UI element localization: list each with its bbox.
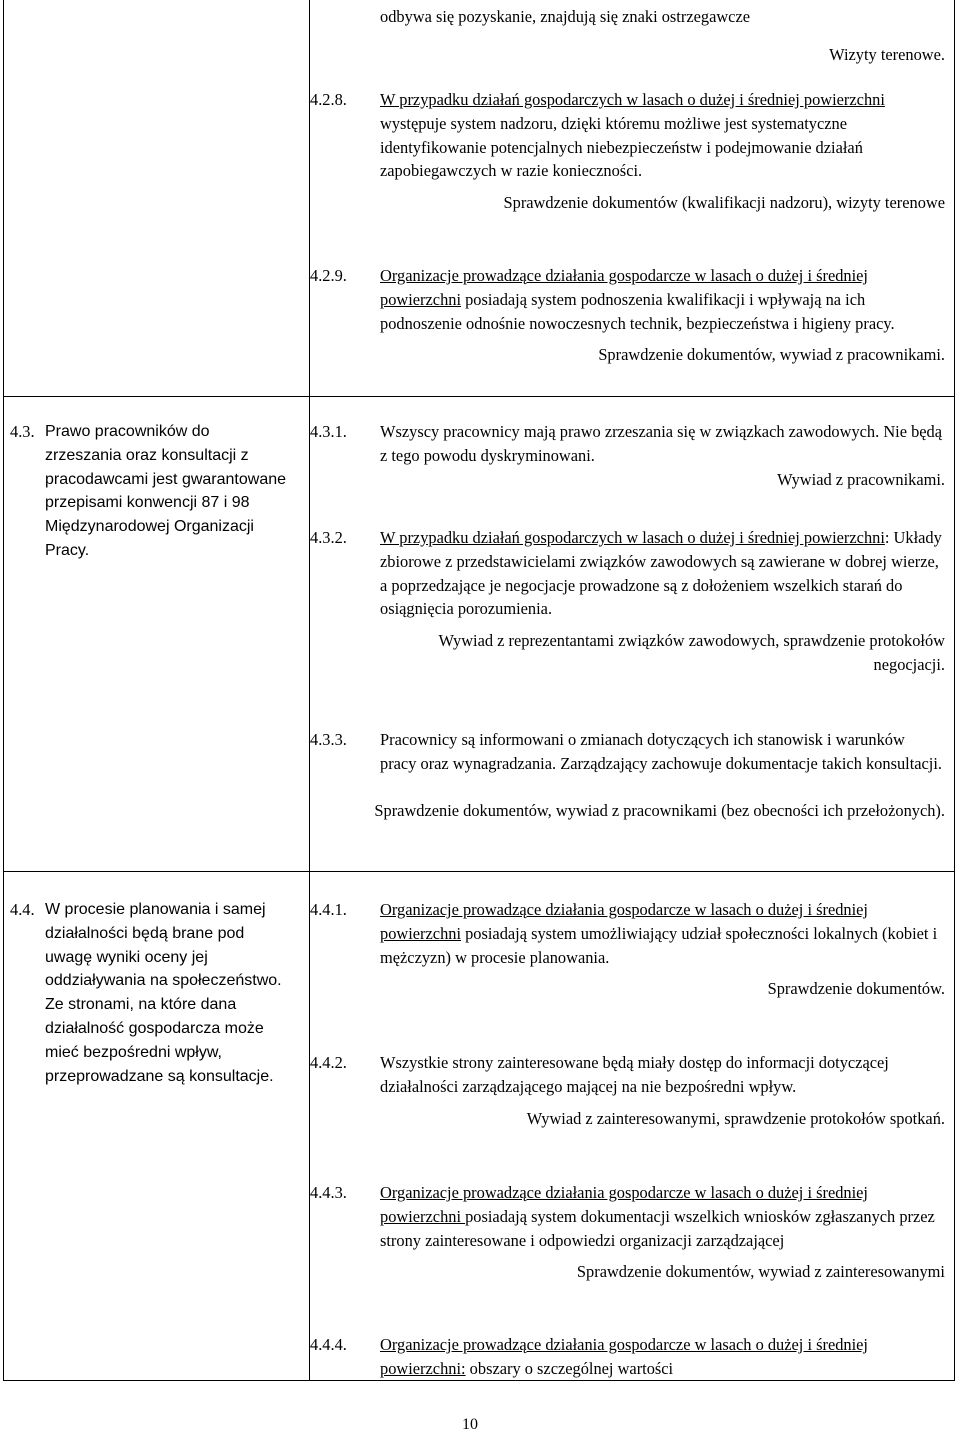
item-number: 4.4.1. (310, 900, 347, 919)
verification: Sprawdzenie dokumentów, wywiad z zainteresowanymi (576, 1262, 945, 1282)
verification: Sprawdzenie dokumentów (kwalifikacji nadzoru), wizyty terenowe (503, 193, 945, 213)
item-number: 4.4.4. (310, 1335, 347, 1354)
criterion-4-4-1: 4.4.1. Organizacje prowadzące działania gospodarcze w lasach o dużej i średniej powierzchni posiadają system umożliwiający udział społeczności lokalnych (kobiet i mężczyzn) w procesie planowania. Sprawdzenie dokumentów. (310, 898, 945, 1001)
criterion-4-3-2: 4.3.2. W przypadku działań gospodarczych w lasach o dużej i średniej powierzchni: Układy zbiorowe z przedstawicielami związków zawodowych są zawierane w dobrej wierze, a poprzedzające je negocjacje prowadzone są z dołożeniem wszelkich starań do osiągnięcia porozumienia. Wywiad z reprezentantami związków zawodowych, sprawdzenie protokołów negocjacji. (310, 526, 945, 677)
row-divider (4, 396, 954, 397)
item-number: 4.3.2. (310, 528, 347, 547)
principle-4-3: 4.3. Prawo pracowników do zrzeszania oraz konsultacji z pracodawcami jest gwarantowane przepisami konwencji 87 i 98 Międzynarodowej Organizacji Pracy. (10, 422, 287, 559)
criterion-4-4-4: 4.4.4. Organizacje prowadzące działania gospodarcze w lasach o dużej i średniej powierzchni: obszary o szczególnej wartości (310, 1335, 868, 1378)
verification: Sprawdzenie dokumentów, wywiad z pracownikami (bez obecności ich przełożonych). (374, 800, 945, 820)
criterion-4-2-8: 4.2.8. W przypadku działań gospodarczych w lasach o dużej i średniej powierzchni występuje system nadzoru, dzięki któremu możliwe jest systematyczne identyfikowanie potencjalnych niebezpieczeństw i podejmowanie działań zapobiegawczych w razie konieczności. Sprawdzenie dokumentów (kwalifikacji nadzoru), wizyty terenowe (310, 88, 945, 215)
item-number: 4.2.9. (310, 266, 347, 285)
principle-number: 4.4. (10, 900, 35, 919)
criterion-4-3-1: 4.3.1. Wszyscy pracownicy mają prawo zrzeszania się w związkach zawodowych. Nie będą z tego powodu dyskryminowani. Wywiad z pracownikami. (310, 420, 945, 491)
item-number: 4.4.3. (310, 1183, 347, 1202)
verification: Sprawdzenie dokumentów. (767, 979, 945, 999)
item-number: 4.2.8. (310, 90, 347, 109)
item-number: 4.3.3. (310, 730, 347, 749)
criterion-4-4-3: 4.4.3. Organizacje prowadzące działania gospodarcze w lasach o dużej i średniej powierzchni posiadają system dokumentacji wszelkich wniosków zgłaszanych przez strony zainteresowane i odpowiedzi organizacji zarządzającej Sprawdzenie dokumentów, wywiad z zainteresowanymi (310, 1181, 945, 1284)
verification: Wywiad z zainteresowanymi, sprawdzenie protokołów spotkań. (526, 1108, 945, 1128)
verification: Wywiad z pracownikami. (777, 469, 945, 489)
principle-4-4: 4.4. W procesie planowania i samej działalności będą brane pod uwagę wyniki oceny jej oddziaływania na społeczeństwo. Ze stronami, na które dana działalność gospodarcza może mieć bezpośredni wpływ, przeprowadzane są konsultacje. (10, 900, 282, 1085)
criterion-4-4-2: 4.4.2. Wszystkie strony zainteresowane będą miały dostęp do informacji dotyczącej działalności zarządzającego mającej na nie bezpośredni wpływ. Wywiad z zainteresowanymi, sprawdzenie protokołów spotkań. (310, 1051, 945, 1130)
principle-number: 4.3. (10, 422, 35, 441)
criterion-4-3-3: 4.3.3. Pracownicy są informowani o zmianach dotyczących ich stanowisk i warunków pracy oraz wynagradzania. Zarządzający zachowuje dokumentacje takich konsultacji. Sprawdzenie dokumentów, wywiad z pracownikami (bez obecności ich przełożonych). (310, 728, 945, 822)
verification: Wizyty terenowe. (829, 44, 945, 64)
item-number: 4.3.1. (310, 422, 347, 441)
verification: Sprawdzenie dokumentów, wywiad z pracownikami. (598, 345, 945, 365)
criterion-4-2-9: 4.2.9. Organizacje prowadzące działania gospodarcze w lasach o dużej i średniej powierzchni posiadają system podnoszenia kwalifikacji i wpływają na ich podnoszenie odnośnie nowoczesnych technik, bezpieczeństwa i higieny pracy. Sprawdzenie dokumentów, wywiad z pracownikami. (310, 264, 945, 367)
item-number: 4.4.2. (310, 1053, 347, 1072)
verification: Wywiad z reprezentantami związków zawodowych, sprawdzenie protokołów negocjacji. (438, 631, 945, 674)
row-divider (4, 871, 954, 872)
continuation-text: odbywa się pozyskanie, znajdują się znaki ostrzegawcze Wizyty terenowe. (310, 5, 945, 67)
page-number: 10 (462, 1416, 478, 1433)
